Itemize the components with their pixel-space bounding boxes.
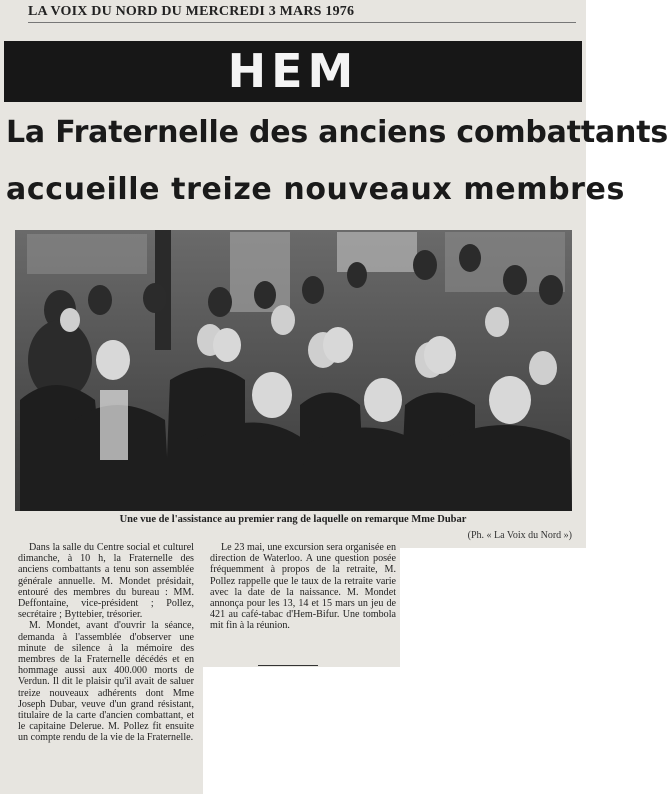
article-paragraph: Dans la salle du Centre social et culturel dimanche, à 10 h, la Fraternelle des anciens combattants a tenu son assemblée générale annuelle. M. Mondet présidait, entouré des membres du bureau : MM. Deffontaine, vice-président ; Pollez, secrétaire ; Byttebier, trésorier. [18,542,194,621]
article-column-1 [18,542,194,744]
article-paragraph: M. Mondet, avant d'ouvrir la séance, demanda à l'assemblée d'observer une minute de silence à la mémoire des membres de la Fraternelle décédés et en hommage aussi aux 400.000 morts de Verdun. Il dit le plaisir qu'il avait de saluer treize nouveaux adhérents dont Mme Joseph Dubar, veuve d'un grand résistant, titulaire de la carte d'ancien combattant, et le capitaine Delerue. M. Pollez fit ensuite un compte rendu de la vie de la Fraternelle. [18,620,194,744]
headline-line-1: La Fraternelle des anciens combattants [6,115,668,150]
headline-line-2: accueille treize nouveaux membres [6,172,625,207]
photo-caption: Une vue de l'assistance au premier rang de laquelle on remarque Mme Dubar [119,514,467,525]
news-photo [15,230,572,511]
photo-credit: (Ph. « La Voix du Nord ») [467,530,572,541]
article-paragraph: Le 23 mai, une excursion sera organisée en direction de Waterloo. A une question posée fréquemment à propos de la retraite, M. Pollez rappelle que le taux de la retraite varie avec la date de la naissance. M. Mondet annonça pour les 13, 14 et 15 mars un jeu de 421 au café-tabac d'Hem-Bifur. Une tombola mit fin à la réunion. [210,542,396,632]
masthead: LA VOIX DU NORD DU MERCREDI 3 MARS 1976 [28,4,355,19]
masthead-rule [28,22,576,23]
section-banner [4,41,582,102]
article-column-2 [210,542,396,632]
article-end-rule [258,665,318,666]
section-title: HEM [227,44,359,98]
audience-photo [15,230,572,511]
